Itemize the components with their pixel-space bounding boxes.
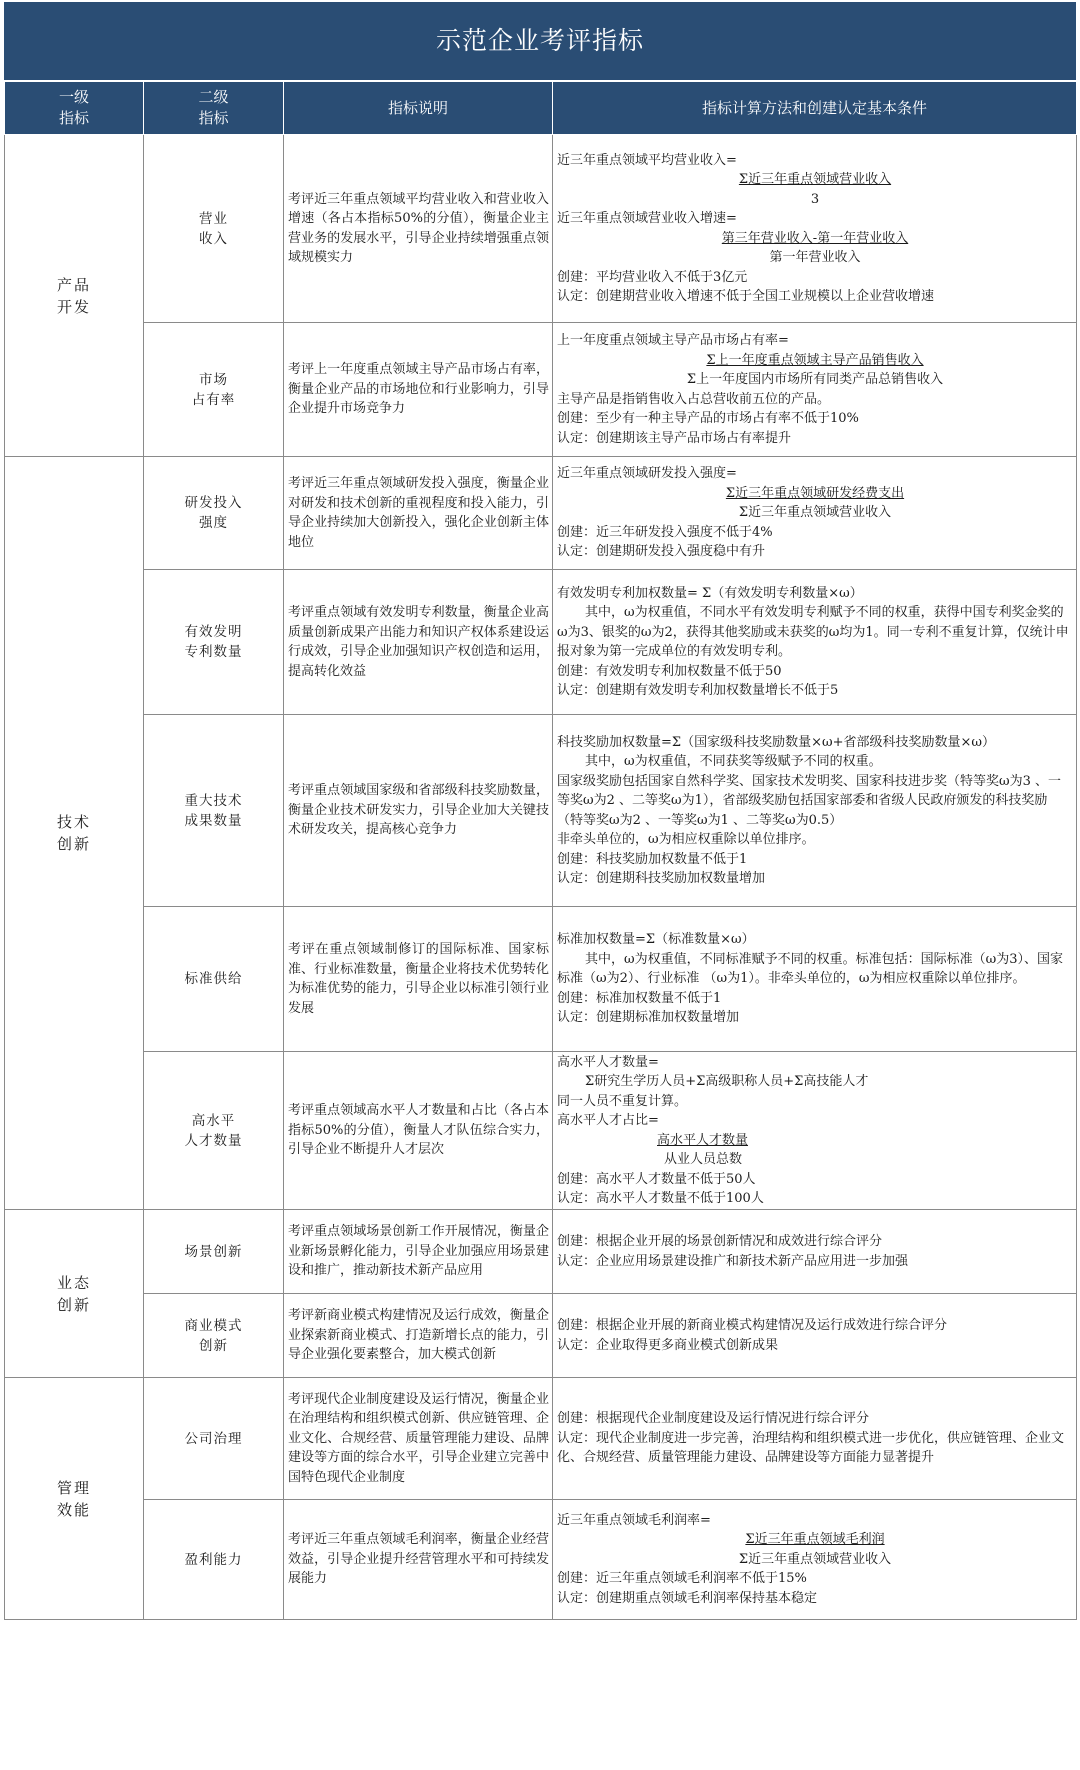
indicator-calc: 科技奖励加权数量=Σ（国家级科技奖励数量×ω+省部级科技奖励数量×ω） 其中，ω为权重值，不同获奖等级赋予不同的权重。 国家级奖励包括国家自然科学奖、国家技术发明奖、国家科技进步奖（特等奖ω为3 、一等奖ω为2 、二等奖ω为1），省部级奖励包括国家部委和省级人民政府颁发的科技奖励（特等奖ω为2 、一等奖ω为1 、二等奖ω为0.5） 非牵头单位的，ω为相应权重除以单位排序。 创建：科技奖励加权数量不低于1 认定：创建期科技奖励加权数量增加 (553, 715, 1077, 907)
indicator-name: 高水平 人才数量 (144, 1052, 284, 1210)
group-tech-innovation: 技术 创新 (5, 457, 144, 1210)
indicator-calc: 标准加权数量=Σ（标准数量×ω） 其中，ω为权重值，不同标准赋予不同的权重。标准包括：国际标准（ω为3）、国家标准（ω为2）、行业标准 （ω为1）。非牵头单位的，ω为相应权重除以单位排序。 创建：标准加权数量不低于1 认定：创建期标准加权数量增加 (553, 907, 1077, 1052)
indicator-name: 公司治理 (144, 1378, 284, 1500)
indicator-name: 重大技术 成果数量 (144, 715, 284, 907)
table-row (5, 135, 1077, 323)
indicator-desc: 考评重点领域场景创新工作开展情况，衡量企业新场景孵化能力，引导企业加强应用场景建设和推广，推动新技术新产品应用 (284, 1210, 553, 1294)
indicator-calc: 高水平人才数量= Σ研究生学历人员+Σ高级职称人员+Σ高技能人才 同一人员不重复计算。 高水平人才占比= 高水平人才数量 从业人员总数 创建：高水平人才数量不低于50人 认定：高水平人才数量不低于100人 (553, 1052, 1077, 1210)
indicator-desc: 考评新商业模式构建情况及运行成效，衡量企业探索新商业模式、打造新增长点的能力，引导企业强化要素整合，加大模式创新 (284, 1294, 553, 1378)
table-row (5, 1210, 1077, 1294)
indicator-desc: 考评近三年重点领域平均营业收入和营业收入增速（各占本指标50%的分值），衡量企业主营业务的发展水平，引导企业持续增强重点领域规模实力 (284, 135, 553, 323)
table-row (5, 715, 1077, 907)
indicator-calc: 创建：根据现代企业制度建设及运行情况进行综合评分 认定：现代企业制度进一步完善，治理结构和组织模式进一步优化，供应链管理、企业文化、合规经营、质量管理能力建设、品牌建设等方面能力显著提升 (553, 1378, 1077, 1500)
indicator-desc: 考评近三年重点领域研发投入强度，衡量企业对研发和技术创新的重视程度和投入能力，引导企业持续加大创新投入，强化企业创新主体地位 (284, 457, 553, 570)
indicator-calc: 创建：根据企业开展的场景创新情况和成效进行综合评分 认定：企业应用场景建设推广和新技术新产品应用进一步加强 (553, 1210, 1077, 1294)
indicator-calc: 上一年度重点领域主导产品市场占有率= Σ上一年度重点领域主导产品销售收入 Σ上一年度国内市场所有同类产品总销售收入 主导产品是指销售收入占总营收前五位的产品。 创建：至少有一种主导产品的市场占有率不低于10% 认定：创建期该主导产品市场占有率提升 (553, 323, 1077, 457)
indicator-calc: 近三年重点领域毛利润率= Σ近三年重点领域毛利润 Σ近三年重点领域营业收入 创建：近三年重点领域毛利润率不低于15% 认定：创建期重点领域毛利润率保持基本稳定 (553, 1500, 1077, 1620)
indicator-desc: 考评现代企业制度建设及运行情况，衡量企业在治理结构和组织模式创新、供应链管理、企业文化、合规经营、质量管理能力建设、品牌建设等方面的综合水平，引导企业建立完善中国特色现代企业制度 (284, 1378, 553, 1500)
indicator-calc: 创建：根据企业开展的新商业模式构建情况及运行成效进行综合评分 认定：企业取得更多商业模式创新成果 (553, 1294, 1077, 1378)
table-row (5, 323, 1077, 457)
table-row (5, 570, 1077, 715)
table-row (5, 907, 1077, 1052)
group-product-dev: 产品 开发 (5, 135, 144, 457)
indicator-desc: 考评近三年重点领域毛利润率，衡量企业经营效益，引导企业提升经营管理水平和可持续发展能力 (284, 1500, 553, 1620)
indicator-name: 研发投入 强度 (144, 457, 284, 570)
table-row (5, 1294, 1077, 1378)
indicator-name: 商业模式 创新 (144, 1294, 284, 1378)
group-business-innovation: 业态 创新 (5, 1210, 144, 1378)
header-level2: 二级 指标 (144, 81, 284, 135)
indicator-name: 标准供给 (144, 907, 284, 1052)
indicator-table (4, 80, 1077, 1620)
indicator-calc: 有效发明专利加权数量= Σ（有效发明专利数量×ω） 其中，ω为权重值，不同水平有效发明专利赋予不同的权重，获得中国专利奖金奖的ω为3、银奖的ω为2，获得其他奖励或未获奖的ω均为1。同一专利不重复计算，仅统计申报对象为第一完成单位的有效发明专利。 创建：有效发明专利加权数量不低于50 认定：创建期有效发明专利加权数量增长不低于5 (553, 570, 1077, 715)
table-row (5, 457, 1077, 570)
indicator-calc: 近三年重点领域平均营业收入= Σ近三年重点领域营业收入 3 近三年重点领域营业收入增速= 第三年营业收入-第一年营业收入 第一年营业收入 创建：平均营业收入不低于3亿元 认定：创建期营业收入增速不低于全国工业规模以上企业营收增速 (553, 135, 1077, 323)
table-row (5, 1052, 1077, 1210)
indicator-desc: 考评在重点领域制修订的国际标准、国家标准、行业标准数量，衡量企业将技术优势转化为标准优势的能力，引导企业以标准引领行业发展 (284, 907, 553, 1052)
indicator-name: 场景创新 (144, 1210, 284, 1294)
header-level1: 一级 指标 (5, 81, 144, 135)
header-desc: 指标说明 (284, 81, 553, 135)
indicator-desc: 考评重点领域有效发明专利数量，衡量企业高质量创新成果产出能力和知识产权体系建设运行成效，引导企业加强知识产权创造和运用，提高转化效益 (284, 570, 553, 715)
table-title: 示范企业考评指标 (4, 2, 1076, 80)
indicator-name: 市场 占有率 (144, 323, 284, 457)
table-header (5, 81, 1077, 135)
group-management-efficiency: 管理 效能 (5, 1378, 144, 1620)
table-row (5, 1378, 1077, 1500)
indicator-calc: 近三年重点领域研发投入强度= Σ近三年重点领域研发经费支出 Σ近三年重点领域营业收入 创建：近三年研发投入强度不低于4% 认定：创建期研发投入强度稳中有升 (553, 457, 1077, 570)
indicator-name: 有效发明 专利数量 (144, 570, 284, 715)
page (4, 2, 1076, 1620)
indicator-desc: 考评上一年度重点领域主导产品市场占有率，衡量企业产品的市场地位和行业影响力，引导企业提升市场竞争力 (284, 323, 553, 457)
header-calc: 指标计算方法和创建认定基本条件 (553, 81, 1077, 135)
indicator-desc: 考评重点领域高水平人才数量和占比（各占本指标50%的分值），衡量人才队伍综合实力，引导企业不断提升人才层次 (284, 1052, 553, 1210)
indicator-desc: 考评重点领域国家级和省部级科技奖励数量，衡量企业技术研发实力，引导企业加大关键技术研发攻关，提高核心竞争力 (284, 715, 553, 907)
indicator-name: 营业 收入 (144, 135, 284, 323)
indicator-name: 盈利能力 (144, 1500, 284, 1620)
table-row (5, 1500, 1077, 1620)
